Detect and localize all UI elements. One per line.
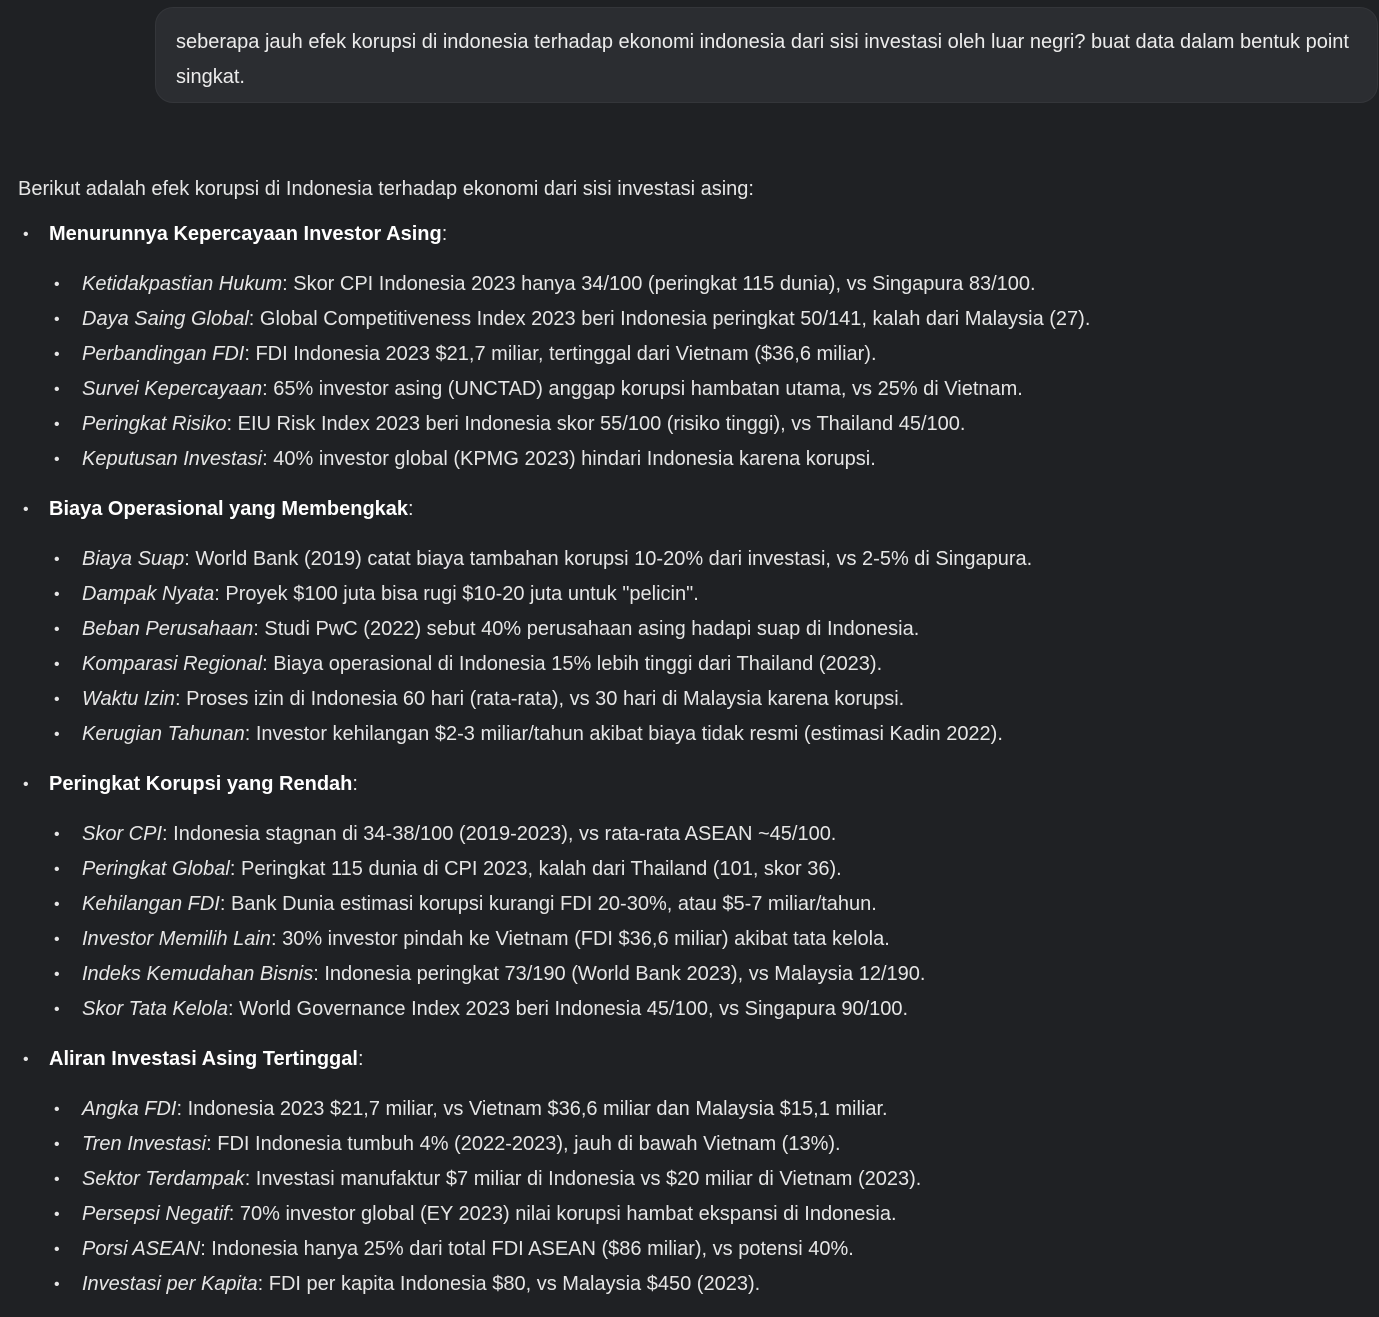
list-item xyxy=(18,922,1368,957)
list-item xyxy=(18,647,1368,682)
item-text: : FDI Indonesia 2023 $21,7 miliar, tertinggal dari Vietnam ($36,6 miliar). xyxy=(244,343,877,365)
bullet-icon: • xyxy=(54,381,60,398)
item-text: : Indonesia stagnan di 34-38/100 (2019-2023), vs rata-rata ASEAN ~45/100. xyxy=(162,823,837,845)
item-text: : Proyek $100 juta bisa rugi $10-20 juta untuk "pelicin". xyxy=(214,583,699,605)
list-item xyxy=(18,1197,1368,1232)
bullet-icon: • xyxy=(54,726,60,743)
bullet-icon: • xyxy=(23,226,29,243)
list-item xyxy=(18,542,1368,577)
item-text: : Bank Dunia estimasi korupsi kurangi FDI 20-30%, atau $5-7 miliar/tahun. xyxy=(219,893,877,915)
item-label: Skor CPI xyxy=(82,823,163,845)
list-item xyxy=(18,682,1368,717)
bullet-icon: • xyxy=(54,896,60,913)
section xyxy=(18,492,1368,757)
list-item xyxy=(18,407,1368,442)
list-item xyxy=(18,1232,1368,1267)
item-label: Sektor Terdampak xyxy=(82,1168,245,1190)
item-label: Investor Memilih Lain xyxy=(82,928,271,950)
bullet-icon: • xyxy=(54,451,60,468)
list-item xyxy=(18,992,1368,1027)
item-text: : Indonesia peringkat 73/190 (World Bank 2023), vs Malaysia 12/190. xyxy=(313,963,926,985)
sub-list xyxy=(18,527,1368,757)
bullet-icon: • xyxy=(54,966,60,983)
section-heading: • Peringkat Korupsi yang Rendah: xyxy=(18,767,1368,802)
section-list xyxy=(18,217,1368,1307)
item-text: : 30% investor pindah ke Vietnam (FDI $36,6 miliar) akibat tata kelola. xyxy=(270,928,890,950)
item-text: : 40% investor global (KPMG 2023) hindari Indonesia karena korupsi. xyxy=(262,448,876,470)
item-text: : 70% investor global (EY 2023) nilai korupsi hambat ekspansi di Indonesia. xyxy=(228,1203,897,1225)
section-heading: • Menurunnya Kepercayaan Investor Asing: xyxy=(18,217,1368,252)
bullet-icon: • xyxy=(54,416,60,433)
item-text: : Indonesia hanya 25% dari total FDI ASEAN ($86 miliar), vs potensi 40%. xyxy=(200,1238,854,1260)
list-item xyxy=(18,442,1368,477)
item-label: Kerugian Tahunan xyxy=(82,723,245,745)
bullet-icon: • xyxy=(54,586,60,603)
bullet-icon: • xyxy=(54,1206,60,1223)
item-text: : Proses izin di Indonesia 60 hari (rata-rata), vs 30 hari di Malaysia karena korupsi. xyxy=(175,688,905,710)
item-label: Ketidakpastian Hukum xyxy=(82,273,283,295)
list-item xyxy=(18,612,1368,647)
bullet-icon: • xyxy=(54,1001,60,1018)
item-label: Biaya Suap xyxy=(82,548,185,570)
item-label: Indeks Kemudahan Bisnis xyxy=(82,963,314,985)
item-text: : Skor CPI Indonesia 2023 hanya 34/100 (peringkat 115 dunia), vs Singapura 83/100. xyxy=(282,273,1036,295)
item-label: Persepsi Negatif xyxy=(82,1203,229,1225)
bullet-icon: • xyxy=(54,1101,60,1118)
item-text: : World Governance Index 2023 beri Indonesia 45/100, vs Singapura 90/100. xyxy=(228,998,909,1020)
list-item xyxy=(18,717,1368,752)
bullet-icon: • xyxy=(54,656,60,673)
bullet-icon: • xyxy=(54,311,60,328)
item-label: Perbandingan FDI xyxy=(82,343,245,365)
list-item xyxy=(18,372,1368,407)
item-text: : FDI Indonesia tumbuh 4% (2022-2023), jauh di bawah Vietnam (13%). xyxy=(206,1133,841,1155)
list-item xyxy=(18,302,1368,337)
item-label: Waktu Izin xyxy=(82,688,175,710)
item-label: Peringkat Risiko xyxy=(82,413,227,435)
section-title: Peringkat Korupsi yang Rendah xyxy=(49,773,353,795)
list-item xyxy=(18,1127,1368,1162)
section-title: Aliran Investasi Asing Tertinggal xyxy=(49,1048,358,1070)
section-heading: • Biaya Operasional yang Membengkak: xyxy=(18,492,1368,527)
bullet-icon: • xyxy=(23,776,29,793)
item-text: : World Bank (2019) catat biaya tambahan korupsi 10-20% dari investasi, vs 2-5% di Singapura. xyxy=(184,548,1033,570)
bullet-icon: • xyxy=(54,621,60,638)
item-text: : 65% investor asing (UNCTAD) anggap korupsi hambatan utama, vs 25% di Vietnam. xyxy=(262,378,1023,400)
item-label: Skor Tata Kelola xyxy=(82,998,229,1020)
list-item xyxy=(18,887,1368,922)
item-label: Keputusan Investasi xyxy=(82,448,263,470)
item-text: : FDI per kapita Indonesia $80, vs Malaysia $450 (2023). xyxy=(257,1273,761,1295)
bullet-icon: • xyxy=(54,1171,60,1188)
item-label: Survei Kepercayaan xyxy=(82,378,263,400)
bullet-icon: • xyxy=(54,1276,60,1293)
list-item xyxy=(18,817,1368,852)
item-text: : Biaya operasional di Indonesia 15% lebih tinggi dari Thailand (2023). xyxy=(262,653,883,675)
bullet-icon: • xyxy=(54,931,60,948)
bullet-icon: • xyxy=(23,1051,29,1068)
section-heading: • Aliran Investasi Asing Tertinggal: xyxy=(18,1042,1368,1077)
bullet-icon: • xyxy=(54,276,60,293)
item-label: Investasi per Kapita xyxy=(82,1273,258,1295)
item-label: Dampak Nyata xyxy=(82,583,215,605)
item-label: Beban Perusahaan xyxy=(82,618,254,640)
bullet-icon: • xyxy=(54,691,60,708)
item-text: : Investasi manufaktur $7 miliar di Indonesia vs $20 miliar di Vietnam (2023). xyxy=(244,1168,922,1190)
list-item xyxy=(18,1092,1368,1127)
item-text: : Investor kehilangan $2-3 miliar/tahun akibat biaya tidak resmi (estimasi Kadin 2022). xyxy=(244,723,1003,745)
bullet-icon: • xyxy=(54,346,60,363)
section xyxy=(18,1042,1368,1307)
assistant-response xyxy=(18,172,1368,1307)
item-text: : EIU Risk Index 2023 beri Indonesia skor 55/100 (risiko tinggi), vs Thailand 45/100. xyxy=(226,413,966,435)
user-message-bubble xyxy=(155,7,1378,103)
item-label: Komparasi Regional xyxy=(82,653,263,675)
item-text: : Indonesia 2023 $21,7 miliar, vs Vietnam $36,6 miliar dan Malaysia $15,1 miliar. xyxy=(176,1098,888,1120)
section-title: Menurunnya Kepercayaan Investor Asing xyxy=(49,223,442,245)
item-label: Peringkat Global xyxy=(82,858,230,880)
item-label: Porsi ASEAN xyxy=(82,1238,201,1260)
user-message-text: seberapa jauh efek korupsi di indonesia terhadap ekonomi indonesia dari sisi investasi oleh luar negri? buat data dalam bentuk point singkat. xyxy=(176,31,1349,88)
item-label: Kehilangan FDI xyxy=(82,893,220,915)
bullet-icon: • xyxy=(54,551,60,568)
section xyxy=(18,217,1368,482)
item-text: : Peringkat 115 dunia di CPI 2023, kalah dari Thailand (101, skor 36). xyxy=(229,858,842,880)
list-item xyxy=(18,577,1368,612)
bullet-icon: • xyxy=(23,501,29,518)
item-label: Angka FDI xyxy=(82,1098,177,1120)
item-text: : Studi PwC (2022) sebut 40% perusahaan asing hadapi suap di Indonesia. xyxy=(253,618,920,640)
item-text: : Global Competitiveness Index 2023 beri Indonesia peringkat 50/141, kalah dari Malaysia (27). xyxy=(248,308,1091,330)
sub-list xyxy=(18,802,1368,1032)
list-item xyxy=(18,957,1368,992)
bullet-icon: • xyxy=(54,826,60,843)
item-label: Daya Saing Global xyxy=(82,308,249,330)
section xyxy=(18,767,1368,1032)
bullet-icon: • xyxy=(54,1241,60,1258)
sub-list xyxy=(18,252,1368,482)
bullet-icon: • xyxy=(54,1136,60,1153)
list-item xyxy=(18,852,1368,887)
list-item xyxy=(18,267,1368,302)
list-item xyxy=(18,1267,1368,1302)
list-item xyxy=(18,1162,1368,1197)
sub-list xyxy=(18,1077,1368,1307)
section-title: Biaya Operasional yang Membengkak xyxy=(49,498,409,520)
response-intro: Berikut adalah efek korupsi di Indonesia terhadap ekonomi dari sisi investasi asing: xyxy=(18,178,754,200)
list-item xyxy=(18,337,1368,372)
item-label: Tren Investasi xyxy=(82,1133,207,1155)
bullet-icon: • xyxy=(54,861,60,878)
